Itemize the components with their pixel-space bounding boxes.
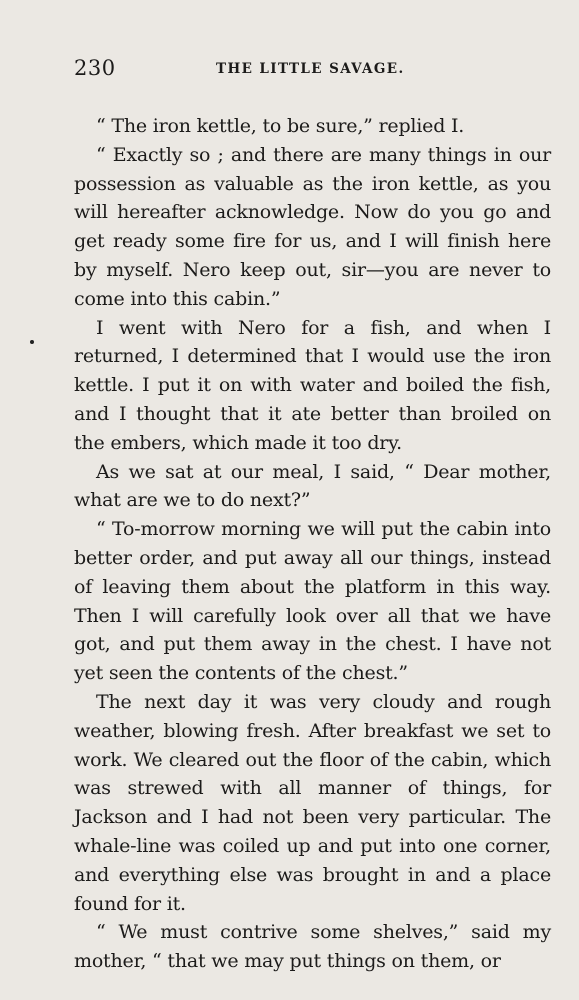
paragraph: The next day it was very cloudy and rough weather, blowing fresh. After breakfast we set to work. We cleared out the floor of the cabin, which was strewed with all manner of things, for Jackson and I had not been very particular. The whale-line was coiled up and put into one corner, and everything else was brought in and a place found for it.	[74, 690, 551, 915]
page-number: 230	[74, 56, 116, 80]
paragraph: “ To-morrow morning we will put the cabin into better order, and put away all our things, instead of leaving them about the platform in this way. Then I will carefully look over all that we have got, and put them away in the chest. I have not yet seen the contents of the chest.”	[74, 518, 551, 685]
paragraph: As we sat at our meal, I said, “ Dear mother, what are we to do next?”	[74, 460, 551, 512]
paragraph: I went with Nero for a fish, and when I returned, I determined that I would use the iron kettle. I put it on with water and boiled the fish, and I thought that it ate better than broiled on the embers, which made it too dry.	[74, 316, 551, 454]
body-text	[74, 112, 551, 976]
paragraph: “ The iron kettle, to be sure,” replied I.	[96, 115, 465, 137]
page-header	[74, 56, 551, 86]
paragraph: “ We must contrive some shelves,” said my mother, “ that we may put things on them, or	[74, 921, 551, 973]
paragraph: “ Exactly so ; and there are many things in our possession as valuable as the iron kettle, as you will hereafter acknowledge. Now do you go and get ready some fire for us, and I will finish here by myself. Nero keep out, sir—you are never to come into this cabin.”	[74, 143, 551, 310]
running-title: THE LITTLE SAVAGE.	[216, 61, 405, 77]
margin-dot	[30, 340, 34, 344]
